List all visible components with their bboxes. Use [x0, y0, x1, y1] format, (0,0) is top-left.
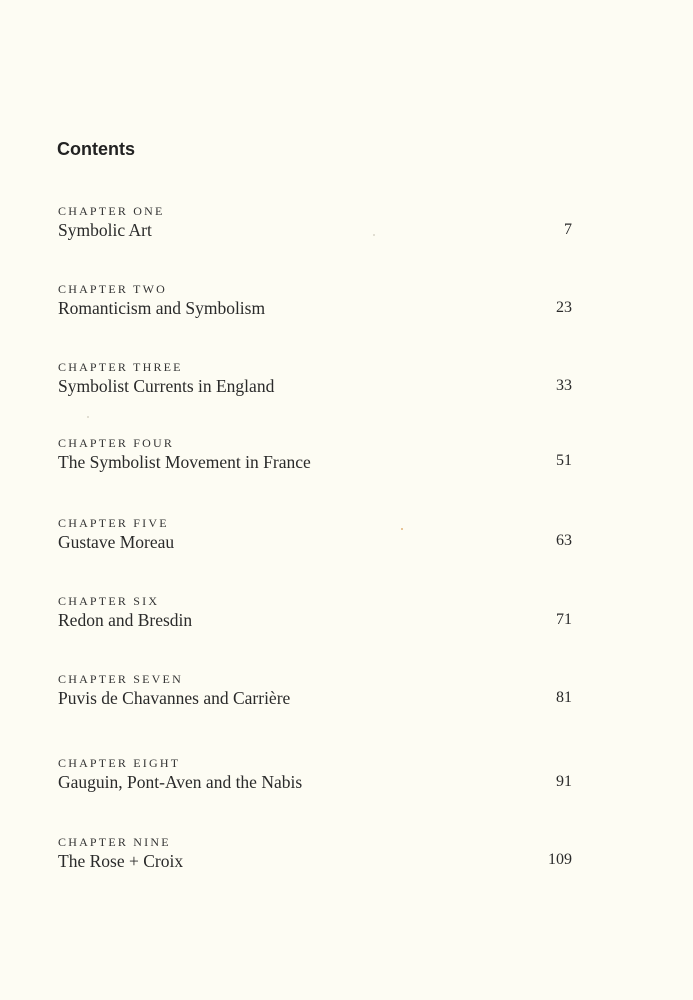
chapter-label: CHAPTER THREE [58, 360, 183, 374]
chapter-page-number: 51 [556, 452, 572, 469]
chapter-title: Gustave Moreau [58, 532, 175, 552]
chapter-label: CHAPTER TWO [58, 282, 167, 296]
chapter-title: Redon and Bresdin [58, 610, 193, 630]
chapter-page-number: 7 [564, 221, 572, 238]
toc-entry-chapter-six[interactable] [58, 594, 572, 638]
chapter-title: Romanticism and Symbolism [58, 298, 266, 318]
toc-entry-chapter-five[interactable] [58, 516, 572, 560]
toc-entry-chapter-one[interactable] [58, 204, 572, 248]
chapter-title: Gauguin, Pont-Aven and the Nabis [58, 772, 303, 792]
toc-entry-chapter-four[interactable] [58, 436, 572, 480]
chapter-page-number: 23 [556, 299, 572, 316]
chapter-label: CHAPTER SEVEN [58, 672, 183, 686]
chapter-page-number: 81 [556, 689, 572, 706]
toc-entry-chapter-seven[interactable] [58, 672, 572, 716]
chapter-page-number: 109 [548, 851, 572, 868]
paper-speck [401, 528, 403, 530]
chapter-label: CHAPTER FOUR [58, 436, 175, 450]
chapter-label: CHAPTER SIX [58, 594, 160, 608]
paper-speck [87, 416, 89, 418]
toc-entry-chapter-nine[interactable] [58, 835, 572, 879]
chapter-page-number: 63 [556, 532, 572, 549]
toc-entry-chapter-three[interactable] [58, 360, 572, 404]
chapter-title: Symbolic Art [58, 220, 152, 240]
chapter-title: The Symbolist Movement in France [58, 452, 311, 472]
toc-entry-chapter-two[interactable] [58, 282, 572, 326]
chapter-page-number: 91 [556, 773, 572, 790]
chapter-title: Symbolist Currents in England [58, 376, 275, 396]
paper-speck [373, 234, 375, 236]
chapter-label: CHAPTER NINE [58, 835, 171, 849]
toc-entry-chapter-eight[interactable] [58, 756, 572, 800]
chapter-page-number: 33 [556, 377, 572, 394]
chapter-title: The Rose + Croix [58, 851, 184, 871]
chapter-page-number: 71 [556, 611, 572, 628]
chapter-label: CHAPTER FIVE [58, 516, 169, 530]
chapter-title: Puvis de Chavannes and Carrière [58, 688, 291, 708]
chapter-label: CHAPTER EIGHT [58, 756, 181, 770]
chapter-label: CHAPTER ONE [58, 204, 165, 218]
page-title: Contents [57, 139, 135, 159]
